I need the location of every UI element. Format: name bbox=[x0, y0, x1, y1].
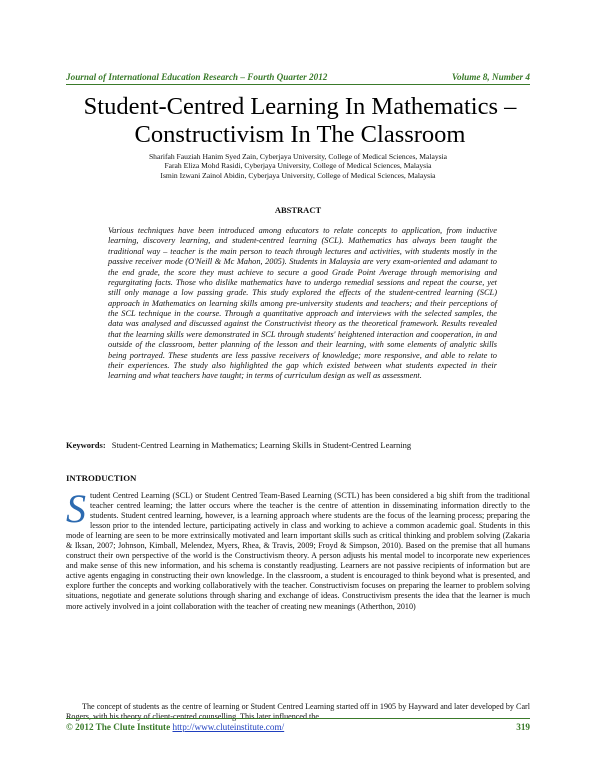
drop-cap: S bbox=[66, 486, 86, 531]
title-line-1: Student-Centred Learning In Mathematics – bbox=[83, 93, 517, 120]
volume-number: Volume 8, Number 4 bbox=[451, 72, 530, 82]
keywords-label: Keywords: bbox=[66, 440, 106, 450]
author-1: Sharifah Fauziah Hanim Syed Zain, Cyberjaya University, College of Medical Sciences, Malaysia bbox=[148, 152, 448, 161]
journal-name: Journal of International Education Research – Fourth Quarter 2012 bbox=[66, 72, 328, 82]
copyright: © 2012 The Clute Institute bbox=[66, 722, 171, 732]
introduction-paragraph-2: The concept of students as the centre of learning or Student Centred Learning started off in 1905 by Hayward and later developed by Carl Rogers, with his theory of client-centred counselling. This later influenced the bbox=[66, 702, 530, 721]
footer-left bbox=[66, 722, 284, 732]
keywords bbox=[66, 440, 530, 450]
header-rule bbox=[66, 84, 530, 85]
author-list bbox=[66, 152, 530, 180]
abstract-heading: ABSTRACT bbox=[274, 205, 322, 215]
page-title bbox=[40, 93, 560, 149]
institute-link[interactable]: http://www.cluteinstitute.com/ bbox=[172, 722, 285, 732]
footer-rule bbox=[66, 718, 530, 719]
page-footer bbox=[66, 722, 530, 732]
introduction-paragraph-1-text: tudent Centred Learning (SCL) or Student Centred Team-Based Learning (SCTL) has been considered a big shift from the traditional teacher centred learning; the latter occurs where the teacher is the centre of attention in disseminating information directly to the students. Student centred learning, however, is a learning approach where students are the focus of the learning process; preparing the lesson prior to the intended lecture, participating actively in class and working to achieve a common academic goal. Students in this mode of learning are seen to be more extrinsically motivated and learn important skills such as critical thinking and problem solving (Zakaria & Iksan, 2007; Johnson, Kimball, Melendez, Myers, Rhea, & Travis, 2009; Froyd & Simpson, 2010). Based on the premise that all humans construct their own perspective of the world is the Constructivism theory. A person adjusts his mental model to incorporate new experiences and make sense of this new information, and his schema is constantly readjusting. Learners are not passive recipients of information but are active agents engaging in constructing their own knowledge. In the classroom, a student is encouraged to think beyond what is presented, and explore further the concepts and working collaboratively with the teacher. Constructivism focuses on preparing the learner to problem solving situations, negotiate and generate solutions through sharing and exchange of ideas. Constructivism presents the idea that the learner is much more actively involved in a joint collaboration with the teacher of creating new meanings (Atherthon, 2010) bbox=[66, 491, 530, 611]
introduction-paragraph-1 bbox=[66, 486, 530, 612]
author-2: Farah Eliza Mohd Rasidi, Cyberjaya University, College of Medical Sciences, Malaysia bbox=[164, 161, 432, 171]
title-line-2: Constructivism In The Classroom bbox=[134, 121, 466, 148]
page-number: 319 bbox=[516, 722, 530, 732]
running-header bbox=[66, 72, 530, 82]
author-3: Ismin Izwani Zainol Abidin, Cyberjaya University, College of Medical Sciences, Malaysia bbox=[160, 170, 436, 180]
introduction-heading: INTRODUCTION bbox=[66, 473, 137, 483]
keywords-text: Student-Centred Learning in Mathematics; Learning Skills in Student-Centred Learning bbox=[111, 440, 412, 450]
abstract-text: Various techniques have been introduced among educators to relate concepts to application, from inductive learning, discovery learning, and student-centred learning (SCL). Mathematics has always been taught the traditional way – teacher is the main person to teach through lectures and activities, with students mostly in the passive receiver mode (O'Neill & Mc Mahon, 2005). Students in Malaysia are very exam-oriented and adamant to the end grade, the score they must achieve to secure a good Grade Point Average through memorising and regurgitating facts. Those who dislike mathematics have to undergo remedial sessions and repeat the course, yet still only manage a low passing grade. This study explored the effects of the student-centred learning (SCL) approach in Mathematics on learning skills among pre-university students and teachers; and their perceptions of the SCL technique in the course. Through a quantitative approach and interviews with the selected samples, the data was analysed and discussed against the Constructivist theory as the theoretical framework. Results revealed that the learning skills were demonstrated in SCL through students' heightened interaction and cooperation, in and outside of the classroom, better planning of the lesson and their learning, with some elements of analytic skills being portrayed. These students are less passive receivers of knowledge; more responsive, and able to relate to their experiences. The study also highlighted the gap which existed between what students expected in their learning and what teachers have taught; in terms of curriculum design as well as assessment. bbox=[108, 226, 497, 381]
